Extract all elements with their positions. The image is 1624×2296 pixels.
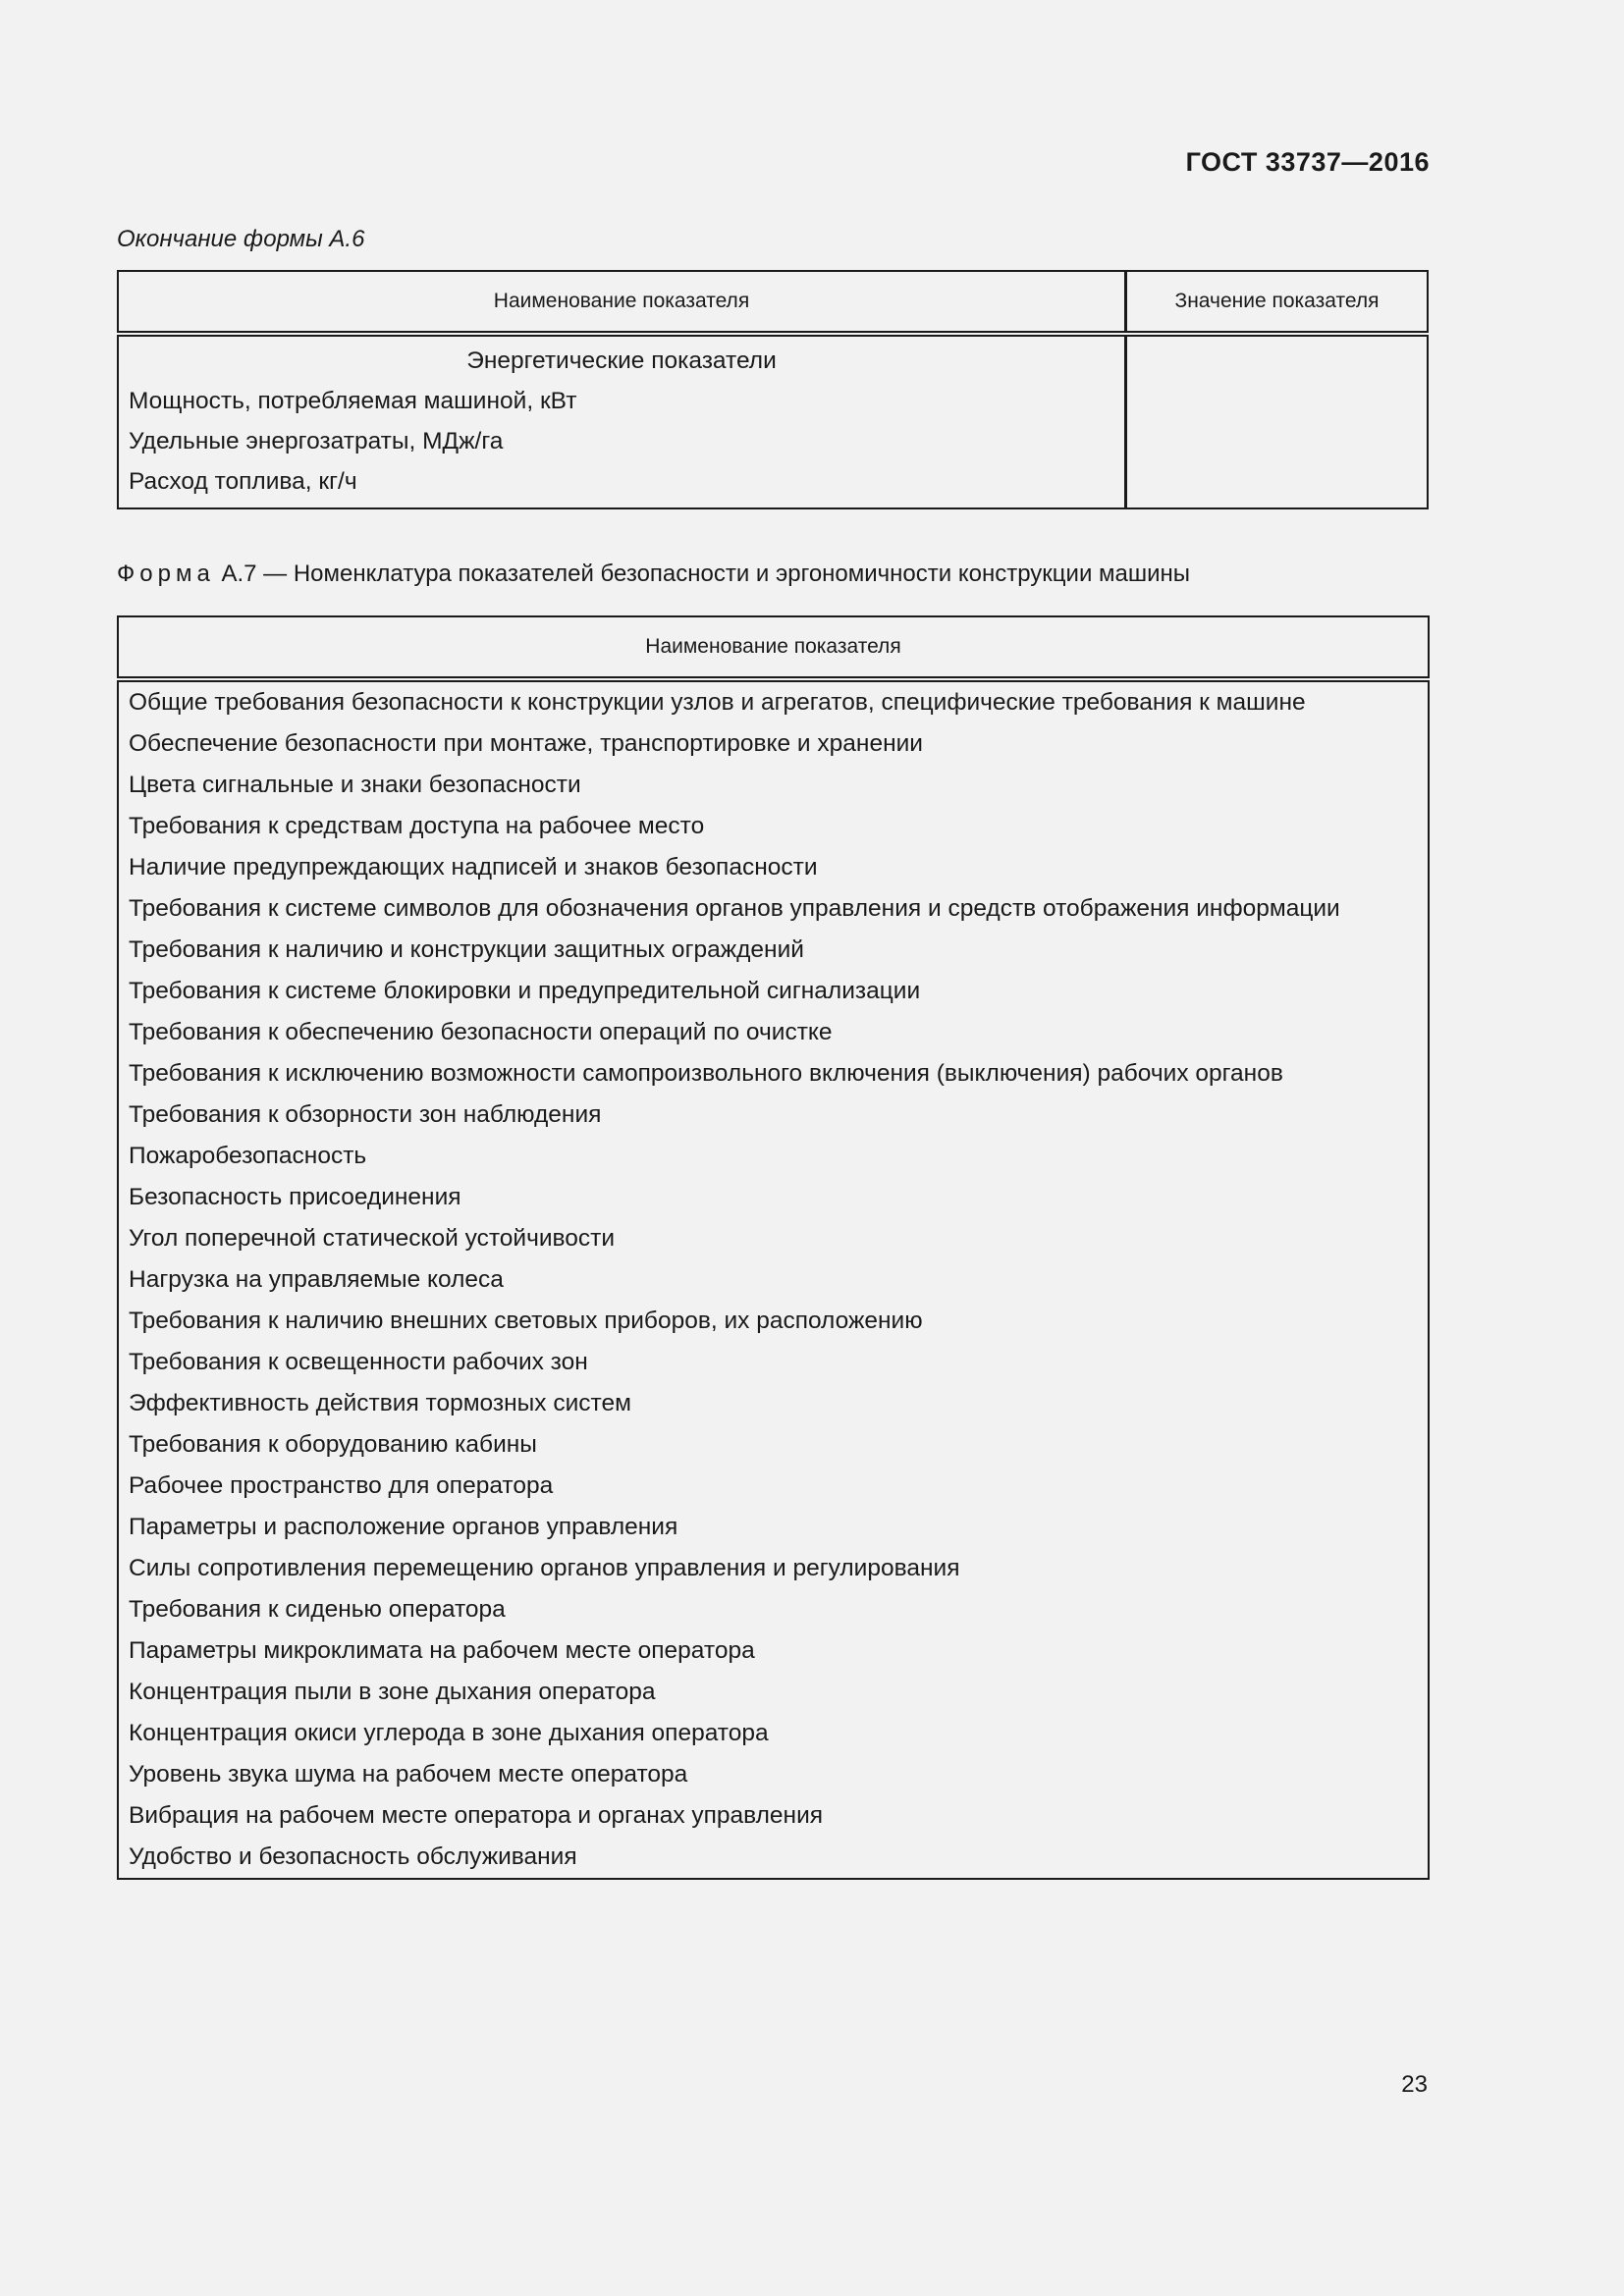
table-row: Безопасность присоединения [129, 1184, 461, 1210]
page-number: 23 [1401, 2071, 1428, 2098]
table-row: Концентрация пыли в зоне дыхания оператора [129, 1679, 656, 1705]
table-row: Требования к сиденью оператора [129, 1596, 506, 1623]
column-header-name: Наименование показателя [118, 616, 1429, 679]
table-row: Требования к обзорности зон наблюдения [129, 1101, 602, 1128]
table-row: Концентрация окиси углерода в зоне дыхания оператора [129, 1720, 769, 1746]
table-row: Цвета сигнальные и знаки безопасности [129, 772, 581, 798]
document-code: ГОСТ 33737—2016 [1185, 147, 1430, 177]
form-a6-caption: Окончание формы А.6 [117, 226, 365, 252]
table-row: Вибрация на рабочем месте оператора и органах управления [129, 1802, 824, 1829]
table-row: Расход топлива, кг/ч [129, 468, 357, 495]
table-row: Требования к системе символов для обозначения органов управления и средств отображения информации [129, 895, 1340, 922]
table-row: Рабочее пространство для оператора [129, 1472, 554, 1499]
table-row: Нагрузка на управляемые колеса [129, 1266, 504, 1293]
table-row: Уровень звука шума на рабочем месте оператора [129, 1761, 688, 1788]
column-header-value: Значение показателя [1126, 271, 1429, 334]
table-row: Пожаробезопасность [129, 1143, 367, 1169]
table-row: Требования к исключению возможности самопроизвольного включения (выключения) рабочих органов [129, 1060, 1283, 1087]
table-row: Требования к наличию внешних световых приборов, их расположению [129, 1308, 923, 1334]
section-title: Энергетические показатели [466, 347, 777, 374]
table-row: Удельные энергозатраты, МДж/га [129, 428, 504, 454]
table-row: Мощность, потребляемая машиной, кВт [129, 388, 577, 414]
table-row: Наличие предупреждающих надписей и знаков безопасности [129, 854, 818, 881]
table-row: Требования к оборудованию кабины [129, 1431, 537, 1458]
form-a7-caption-text: А.7 — Номенклатура показателей безопасности и эргономичности конструкции машины [221, 561, 1191, 587]
table-row: Требования к освещенности рабочих зон [129, 1349, 588, 1375]
table-row: Требования к наличию и конструкции защитных ограждений [129, 936, 804, 963]
form-a6-table [117, 270, 1429, 509]
table-row: Параметры микроклимата на рабочем месте оператора [129, 1637, 755, 1664]
table-row: Удобство и безопасность обслуживания [129, 1843, 577, 1870]
column-header-name: Наименование показателя [118, 271, 1126, 334]
table-row: Силы сопротивления перемещению органов управления и регулирования [129, 1555, 960, 1581]
form-a6-values-cell [1126, 334, 1429, 508]
table-row: Требования к средствам доступа на рабочее место [129, 813, 705, 839]
table-row: Общие требования безопасности к конструкции узлов и агрегатов, специфические требования к машине [129, 689, 1306, 716]
table-row: Угол поперечной статической устойчивости [129, 1225, 616, 1252]
table-row: Требования к системе блокировки и предупредительной сигнализации [129, 978, 921, 1004]
table-row: Обеспечение безопасности при монтаже, транспортировке и хранении [129, 730, 923, 757]
form-a7-table [117, 615, 1430, 1880]
form-a6-names-cell [118, 334, 1126, 508]
table-row: Параметры и расположение органов управления [129, 1514, 678, 1540]
form-a7-caption-word: Форма [117, 561, 215, 587]
form-a7-caption [117, 561, 1190, 588]
table-row: Требования к обеспечению безопасности операций по очистке [129, 1019, 833, 1045]
table-row: Эффективность действия тормозных систем [129, 1390, 631, 1416]
